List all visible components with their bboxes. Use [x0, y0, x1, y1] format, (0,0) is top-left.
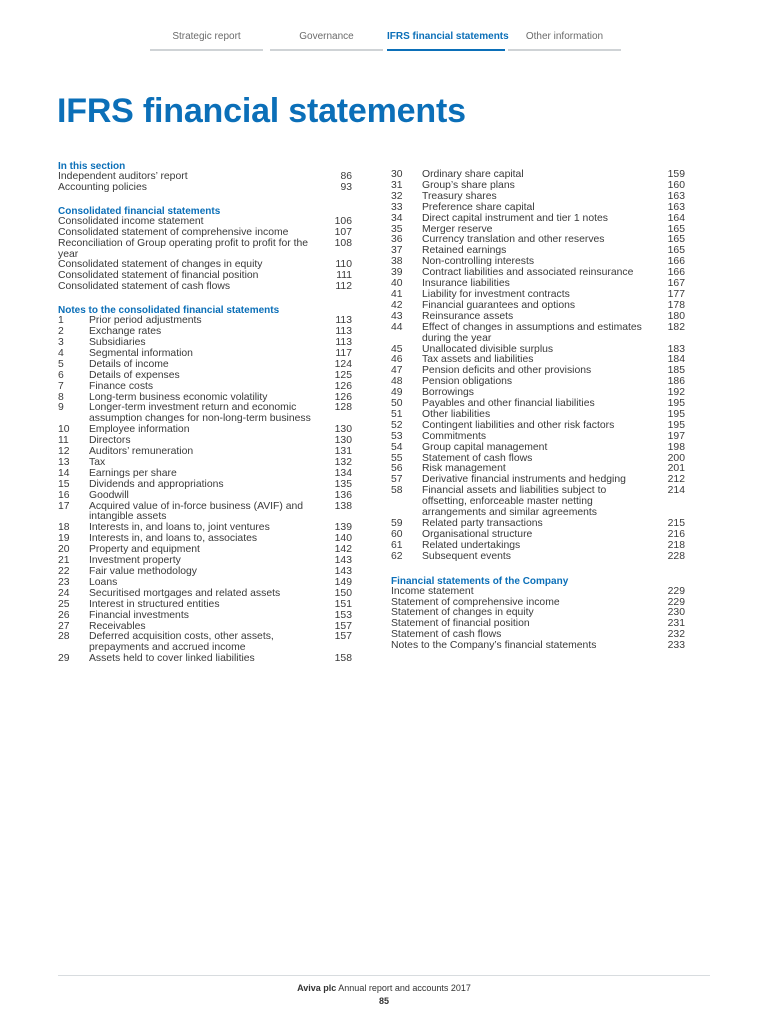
page-number: 85: [378, 996, 389, 1006]
entry-title: Finance costs: [89, 380, 154, 392]
page-reference: 163: [667, 190, 685, 202]
entry-title: Consolidated statement of cash flows: [58, 281, 231, 293]
in-this-section-list: [58, 172, 352, 194]
page-reference: 185: [667, 365, 685, 377]
note-number: 13: [58, 456, 70, 468]
page-reference: 153: [334, 609, 352, 621]
entry-title: Deferred acquisition costs, other assets, prepayments and accrued income: [89, 631, 274, 654]
note-number: 52: [391, 419, 403, 431]
contents-entry[interactable]: [58, 502, 352, 524]
entry-title: Non-controlling interests: [422, 256, 535, 268]
page-reference: 167: [667, 278, 685, 290]
page-reference: 184: [667, 354, 685, 366]
entry-title: Risk management: [422, 463, 506, 475]
note-number: 11: [58, 435, 69, 447]
page-reference: 178: [667, 299, 685, 311]
entry-title: Consolidated income statement: [58, 215, 204, 227]
entry-title: Consolidated statement of changes in equity: [58, 259, 263, 271]
entry-title: Financial guarantees and options: [422, 299, 576, 311]
page-reference: 195: [667, 419, 685, 431]
note-number: 33: [391, 201, 403, 213]
contents-entry[interactable]: [391, 486, 685, 519]
entry-title: Statement of cash flows: [391, 629, 502, 641]
page-reference: 163: [667, 201, 685, 213]
note-number: 6: [58, 369, 64, 381]
page-reference: 200: [667, 452, 685, 464]
note-number: 36: [391, 234, 403, 246]
note-number: 62: [391, 550, 403, 562]
page-reference: 126: [334, 380, 352, 392]
note-number: 53: [391, 430, 403, 442]
page-reference: 134: [334, 467, 352, 479]
note-number: 35: [391, 223, 403, 235]
page-reference: 212: [667, 474, 685, 486]
contents-entry[interactable]: [58, 371, 352, 382]
entry-title: Subsequent events: [422, 550, 511, 562]
entry-title: Directors: [89, 435, 131, 447]
note-number: 43: [391, 310, 403, 322]
page-reference: 138: [334, 500, 352, 512]
page-reference: 166: [667, 267, 685, 279]
page-reference: 143: [334, 555, 352, 567]
note-number: 59: [391, 518, 403, 529]
tab-governance[interactable]: Governance: [270, 30, 383, 51]
page-reference: 198: [667, 441, 685, 453]
entry-title: Tax: [89, 456, 106, 468]
page-reference: 117: [335, 347, 352, 359]
note-number: 18: [58, 522, 70, 534]
page-reference: 135: [334, 478, 352, 490]
note-number: 30: [391, 169, 403, 180]
page-reference: 230: [667, 607, 685, 619]
contents-entry[interactable]: [58, 600, 352, 611]
page-reference: 132: [334, 456, 352, 468]
page-reference: 149: [334, 576, 352, 588]
entry-title: Property and equipment: [89, 544, 200, 556]
entry-title: Investment property: [89, 555, 181, 567]
contents-entry[interactable]: [58, 632, 352, 654]
page-reference: 233: [667, 640, 685, 652]
contents-entry[interactable]: [391, 443, 685, 454]
note-number: 32: [391, 190, 403, 202]
page-reference: 201: [667, 463, 685, 475]
note-number: 24: [58, 587, 70, 599]
notes-list-left: [58, 316, 352, 665]
entry-title: Earnings per share: [89, 467, 177, 479]
page-reference: 131: [334, 446, 352, 458]
note-number: 49: [391, 387, 403, 399]
entry-title: Pension obligations: [422, 376, 513, 388]
page-reference: 165: [667, 234, 685, 246]
page-reference: 177: [667, 288, 685, 300]
footer-report-title: Annual report and accounts 2017: [338, 983, 471, 993]
entry-title: Statement of financial position: [391, 618, 530, 630]
entry-title: Financial investments: [89, 609, 189, 621]
entry-title: Effect of changes in assumptions and estimates during the year: [422, 321, 642, 344]
page-reference: 215: [667, 518, 685, 529]
entry-title: Income statement: [391, 585, 474, 597]
page-reference: 195: [667, 408, 685, 420]
page-reference: 136: [334, 489, 352, 501]
entry-title: Statement of comprehensive income: [391, 596, 560, 608]
page-reference: 195: [667, 398, 685, 410]
footer: [0, 983, 768, 993]
note-number: 26: [58, 609, 70, 621]
note-number: 60: [391, 528, 403, 540]
note-number: 44: [391, 321, 403, 333]
entry-title: Independent auditors’ report: [58, 171, 188, 182]
entry-title: Organisational structure: [422, 528, 533, 540]
footer-company: Aviva plc: [297, 983, 337, 993]
note-number: 21: [58, 555, 70, 567]
page-reference: 130: [334, 435, 352, 447]
page-reference: 112: [335, 281, 352, 293]
page-reference: 160: [667, 179, 685, 191]
entry-title: Reinsurance assets: [422, 310, 514, 322]
page-reference: 228: [667, 550, 685, 562]
entry-title: Retained earnings: [422, 245, 507, 257]
note-number: 29: [58, 653, 70, 665]
note-number: 1: [58, 315, 64, 327]
page-reference: 157: [334, 620, 352, 632]
page-reference: 157: [334, 631, 352, 643]
note-number: 38: [391, 256, 403, 268]
note-number: 57: [391, 474, 403, 486]
page-title: IFRS financial statements: [57, 92, 466, 130]
page-reference: 139: [334, 522, 352, 534]
note-number: 3: [58, 336, 64, 348]
contents-entry[interactable]: [58, 228, 352, 239]
entry-title: Other liabilities: [422, 408, 491, 420]
entry-title: Statement of cash flows: [422, 452, 533, 464]
page-reference: 108: [334, 237, 352, 249]
contents-entry[interactable]: [391, 552, 685, 563]
page-reference: 159: [667, 169, 685, 180]
entry-title: Consolidated statement of comprehensive income: [58, 226, 289, 238]
note-number: 37: [391, 245, 403, 257]
note-number: 34: [391, 212, 403, 224]
entry-title: Fair value methodology: [89, 566, 198, 577]
note-number: 25: [58, 598, 70, 610]
note-number: 54: [391, 441, 403, 453]
page-reference: 229: [667, 585, 685, 597]
page-reference: 183: [667, 343, 685, 355]
consolidated-statements-list: [58, 217, 352, 293]
note-number: 10: [58, 424, 70, 436]
entry-title: Direct capital instrument and tier 1 notes: [422, 212, 608, 224]
page-reference: 216: [667, 528, 685, 540]
note-number: 5: [58, 358, 64, 370]
note-number: 20: [58, 544, 70, 556]
note-number: 50: [391, 398, 403, 410]
page-reference: 143: [334, 566, 352, 577]
entry-title: Long-term business economic volatility: [89, 391, 268, 403]
entry-title: Details of expenses: [89, 369, 180, 381]
note-number: 40: [391, 278, 403, 290]
note-number: 2: [58, 326, 64, 338]
section-heading-notes: Notes to the consolidated financial statements: [58, 305, 280, 317]
entry-title: Accounting policies: [58, 181, 147, 193]
section-heading-in-this-section: In this section: [58, 161, 126, 172]
entry-title: Commitments: [422, 430, 487, 442]
note-number: 48: [391, 376, 403, 388]
contents-right-column: [391, 170, 685, 652]
page-reference: 128: [334, 402, 352, 414]
contents-entry[interactable]: [391, 203, 685, 214]
note-number: 23: [58, 576, 70, 588]
entry-title: Merger reserve: [422, 223, 493, 235]
note-number: 12: [58, 446, 70, 458]
note-number: 31: [391, 179, 403, 191]
notes-list-right: [391, 170, 685, 563]
page-reference: 140: [334, 533, 352, 545]
page-reference: 165: [667, 223, 685, 235]
page-reference: 197: [667, 430, 685, 442]
entry-title: Insurance liabilities: [422, 278, 510, 290]
entry-title: Receivables: [89, 620, 146, 632]
contents-entry[interactable]: [58, 611, 352, 622]
note-number: 47: [391, 365, 403, 377]
note-number: 27: [58, 620, 70, 632]
entry-title: Statement of changes in equity: [391, 607, 534, 619]
page-reference: 126: [334, 391, 352, 403]
page-reference: 142: [334, 544, 352, 556]
page-reference: 111: [336, 270, 352, 282]
page-reference: 113: [335, 315, 352, 327]
note-number: 14: [58, 467, 70, 479]
section-navigation: [150, 30, 621, 50]
note-number: 16: [58, 489, 70, 501]
contents-entry[interactable]: [58, 282, 352, 293]
note-number: 42: [391, 299, 403, 311]
entry-title: Unallocated divisible surplus: [422, 343, 554, 355]
entry-title: Exchange rates: [89, 326, 162, 338]
page-reference: 229: [667, 596, 685, 608]
contents-entry[interactable]: [58, 382, 352, 393]
note-number: 22: [58, 566, 70, 577]
note-number: 51: [391, 408, 403, 420]
page-reference: 86: [340, 171, 352, 182]
company-statements-list: [391, 587, 685, 652]
entry-title: Interest in structured entities: [89, 598, 220, 610]
entry-title: Group’s share plans: [422, 179, 515, 191]
entry-title: Borrowings: [422, 387, 474, 399]
page-reference: 130: [334, 424, 352, 436]
entry-title: Preference share capital: [422, 201, 535, 213]
note-number: 56: [391, 463, 403, 475]
page-reference: 150: [334, 587, 352, 599]
entry-title: Contract liabilities and associated reinsurance: [422, 267, 634, 279]
entry-title: Tax assets and liabilities: [422, 354, 534, 366]
note-number: 45: [391, 343, 403, 355]
page-reference: 113: [335, 326, 352, 338]
tab-ifrs-financial-statements[interactable]: IFRS financial statements: [387, 30, 505, 51]
entry-title: Interests in, and loans to, associates: [89, 533, 258, 545]
entry-title: Details of income: [89, 358, 169, 370]
entry-title: Interests in, and loans to, joint ventures: [89, 522, 270, 534]
page-reference: 164: [667, 212, 685, 224]
entry-title: Group capital management: [422, 441, 548, 453]
page-reference: 214: [667, 485, 685, 497]
note-number: 9: [58, 402, 64, 414]
entry-title: Assets held to cover linked liabilities: [89, 653, 255, 665]
note-number: 55: [391, 452, 403, 464]
entry-title: Goodwill: [89, 489, 129, 501]
entry-title: Notes to the Company’s financial statements: [391, 640, 597, 652]
entry-title: Pension deficits and other provisions: [422, 365, 592, 377]
entry-title: Segmental information: [89, 347, 193, 359]
note-number: 28: [58, 631, 70, 643]
footer-divider: [58, 975, 710, 976]
page-reference: 106: [334, 215, 352, 227]
note-number: 8: [58, 391, 64, 403]
contents-entry[interactable]: [58, 239, 352, 261]
note-number: 17: [58, 500, 70, 512]
entry-title: Financial assets and liabilities subject to offsetting, enforceable master netting arrangements and similar agreements: [422, 485, 607, 519]
contents-entry[interactable]: [391, 641, 685, 652]
contents-entry[interactable]: [58, 491, 352, 502]
contents-entry[interactable]: [391, 214, 685, 225]
entry-title: Contingent liabilities and other risk factors: [422, 419, 615, 431]
note-number: 41: [391, 288, 403, 300]
entry-title: Derivative financial instruments and hedging: [422, 474, 626, 486]
page-reference: 158: [334, 653, 352, 665]
contents-entry[interactable]: [58, 403, 352, 425]
page-reference: 180: [667, 310, 685, 322]
entry-title: Auditors’ remuneration: [89, 446, 194, 458]
page-reference: 192: [667, 387, 685, 399]
entry-title: Loans: [89, 576, 118, 588]
entry-title: Liability for investment contracts: [422, 288, 570, 300]
entry-title: Longer-term investment return and economic assumption changes for non-long-term business: [89, 402, 311, 425]
page-reference: 165: [667, 245, 685, 257]
section-heading-consolidated: Consolidated financial statements: [58, 205, 221, 217]
page-reference: 151: [334, 598, 352, 610]
note-number: 61: [391, 539, 403, 551]
note-number: 7: [58, 380, 64, 392]
page-reference: 231: [667, 618, 685, 630]
entry-title: Employee information: [89, 424, 190, 436]
entry-title: Securitised mortgages and related assets: [89, 587, 281, 599]
note-number: 46: [391, 354, 403, 366]
page-reference: 113: [335, 336, 352, 348]
contents-left-column: [58, 161, 352, 665]
contents-entry[interactable]: [58, 183, 352, 194]
page-reference: 166: [667, 256, 685, 268]
section-heading-company: Financial statements of the Company: [391, 575, 569, 587]
entry-title: Payables and other financial liabilities: [422, 398, 595, 410]
entry-title: Acquired value of in-force business (AVIF) and intangible assets: [89, 500, 304, 523]
page-reference: 182: [667, 321, 685, 333]
note-number: 4: [58, 347, 64, 359]
page-reference: 186: [667, 376, 685, 388]
note-number: 15: [58, 478, 70, 490]
entry-title: Ordinary share capital: [422, 169, 524, 180]
page-reference: 93: [340, 181, 352, 193]
note-number: 39: [391, 267, 403, 279]
page-reference: 232: [667, 629, 685, 641]
page-reference: 218: [667, 539, 685, 551]
tab-strategic-report[interactable]: Strategic report: [150, 30, 263, 51]
note-number: 58: [391, 485, 403, 497]
contents-entry[interactable]: [391, 587, 685, 598]
entry-title: Related party transactions: [422, 518, 543, 529]
entry-title: Consolidated statement of financial position: [58, 270, 259, 282]
page-reference: 125: [334, 369, 352, 381]
contents-entry[interactable]: [58, 654, 352, 665]
page-reference: 110: [335, 259, 352, 271]
entry-title: Treasury shares: [422, 190, 497, 202]
entry-title: Currency translation and other reserves: [422, 234, 605, 246]
entry-title: Dividends and appropriations: [89, 478, 224, 490]
entry-title: Reconciliation of Group operating profit to profit for the year: [58, 237, 309, 260]
tab-other-information[interactable]: Other information: [508, 30, 621, 51]
entry-title: Subsidiaries: [89, 336, 146, 348]
entry-title: Prior period adjustments: [89, 315, 202, 327]
page-reference: 124: [334, 358, 352, 370]
note-number: 19: [58, 533, 70, 545]
entry-title: Related undertakings: [422, 539, 521, 551]
page-reference: 107: [334, 226, 352, 238]
contents-entry[interactable]: [391, 323, 685, 345]
